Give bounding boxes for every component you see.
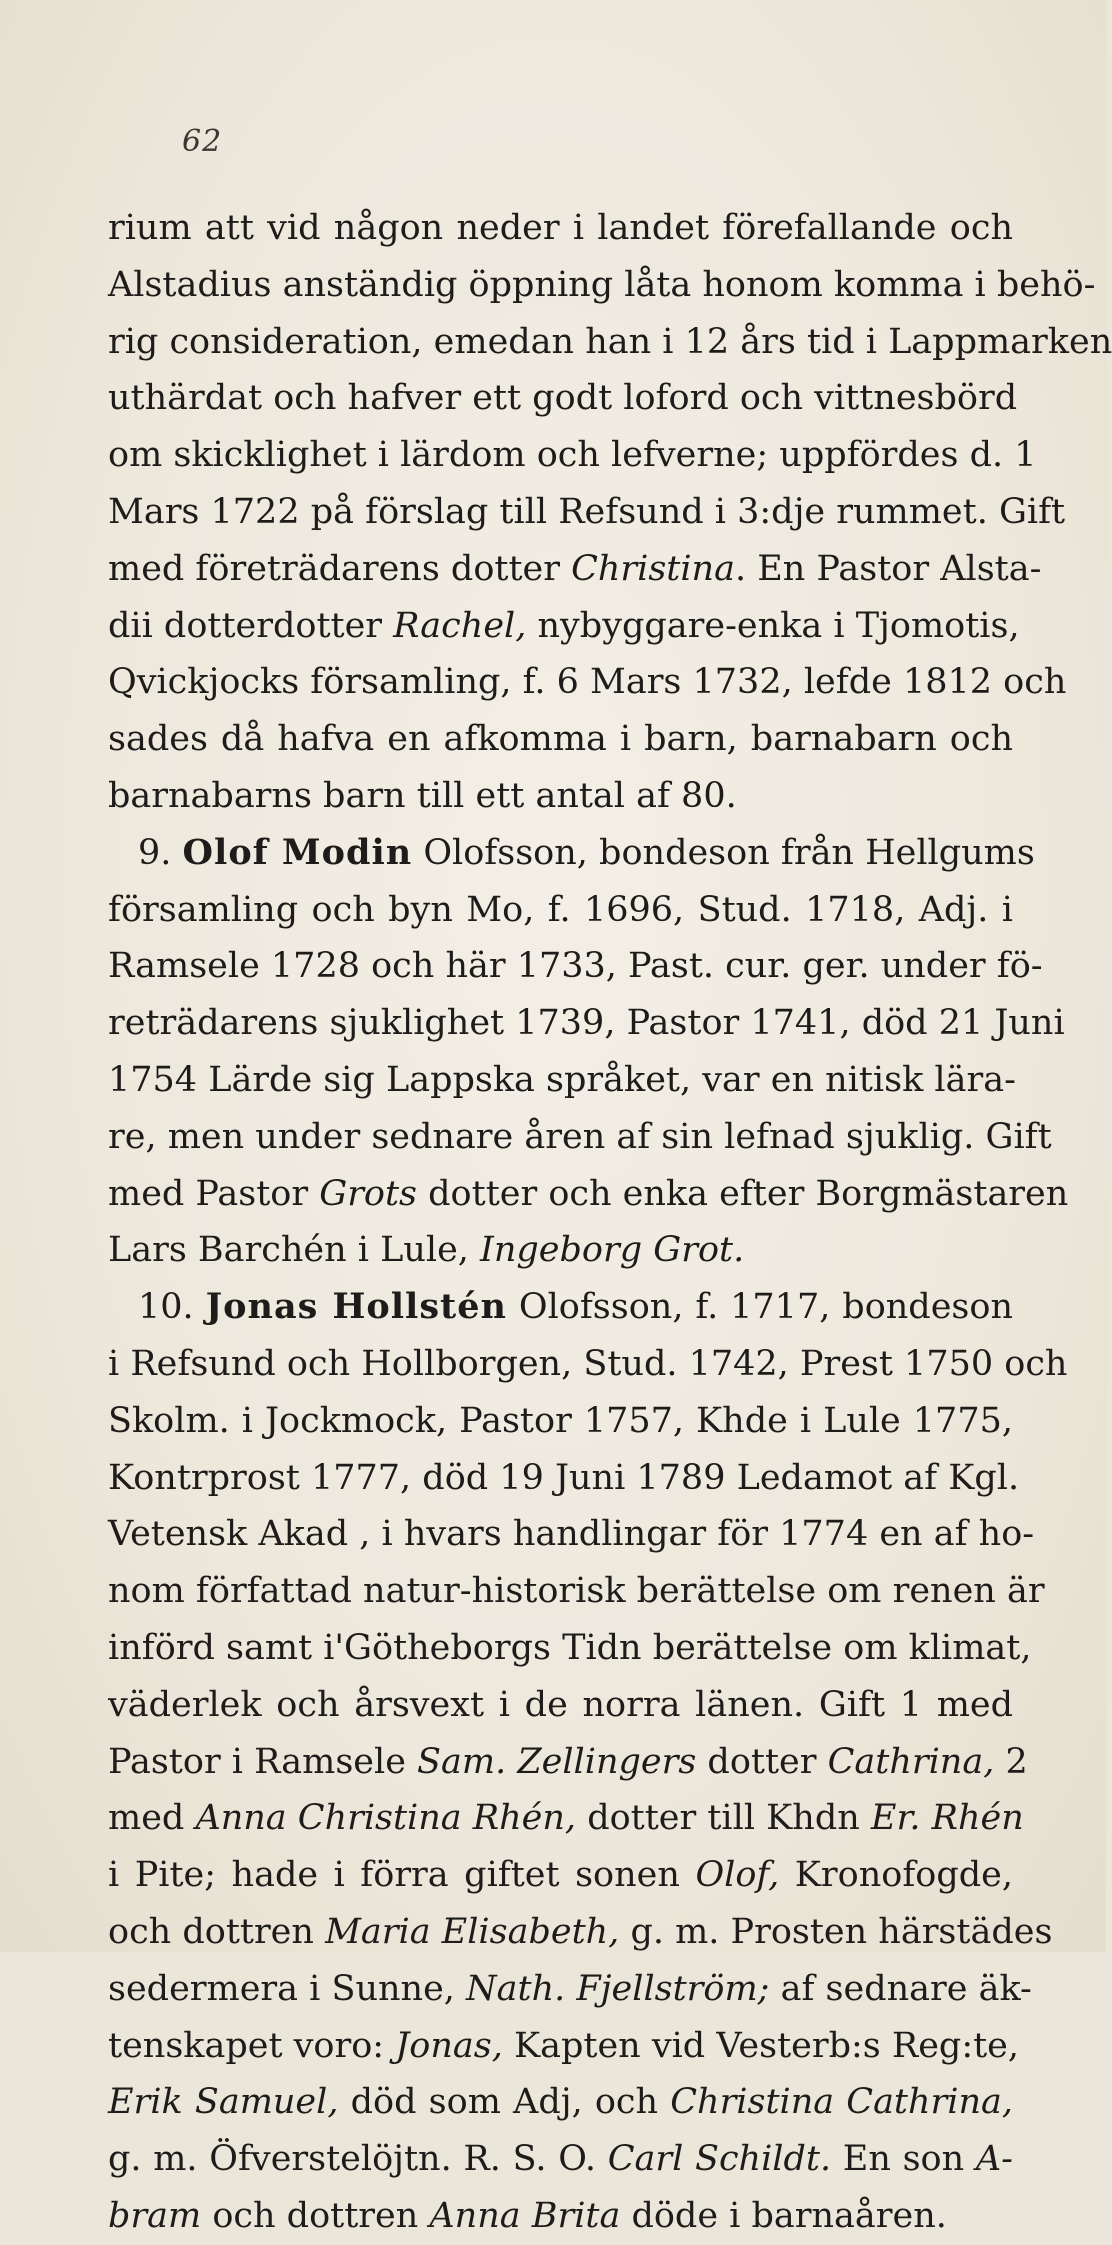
text-line [108, 1904, 1053, 1961]
text-run: väderlek och årsvext i de norra länen. Gift 1 med [108, 1684, 1013, 1725]
italic-name-run: Rachel, [393, 605, 527, 646]
text-line [108, 1109, 1052, 1166]
text-line [108, 598, 1020, 655]
italic-name-run: Christina [571, 548, 735, 589]
text-line [108, 1450, 1020, 1507]
text-run: tenskapet voro: [108, 2025, 396, 2066]
text-line [108, 654, 1067, 711]
text-line [108, 370, 1018, 427]
text-line [108, 1166, 1069, 1223]
text-line [108, 1961, 1032, 2018]
italic-name-run: Erik Samuel, [108, 2082, 339, 2123]
text-run: döde i barnaåren. [620, 2195, 947, 2236]
text-run: 10. [138, 1287, 206, 1328]
text-line [108, 200, 1013, 257]
italic-name-run: Grots [319, 1173, 418, 1214]
text-run: och dottren [201, 2195, 430, 2236]
text-run: nybyggare-enka i Tjomotis, [526, 605, 1020, 646]
text-run: församling och byn Mo, f. 1696, Stud. 1718, Adj. i [108, 889, 1013, 930]
text-run: död som Adj, och [338, 2082, 671, 2123]
text-line [108, 484, 1066, 541]
text-run: . En Pastor Alsta- [734, 548, 1042, 589]
text-run: dii dotterdotter [108, 605, 394, 646]
text-line [108, 711, 1013, 768]
text-run: rig consideration, emedan han i 12 års tid i Lappmarken [108, 321, 1112, 362]
text-run: dotter till Khdn [576, 1798, 871, 1839]
text-run: Pastor i Ramsele [108, 1741, 418, 1782]
text-line [108, 541, 1042, 598]
text-line [108, 2131, 1013, 2188]
text-run: rium att vid någon neder i landet förefallande och [108, 208, 1013, 248]
text-run: Qvickjocks församling, f. 6 Mars 1732, lefde 1812 och [108, 662, 1067, 703]
text-line [108, 768, 1013, 825]
text-line [108, 1506, 1035, 1563]
italic-name-run: Carl Schildt. [607, 2139, 832, 2180]
text-run: Vetensk Akad , i hvars handlingar för 1774 en af ho- [108, 1514, 1035, 1555]
text-run: och dottren [108, 1911, 326, 1952]
text-run: Mars 1722 på förslag till Refsund i 3:dje rummet. Gift [108, 491, 1066, 532]
entry-name-heading: Olof Modin [182, 831, 413, 873]
text-run: i Pite; hade i förra giftet sonen [108, 1855, 696, 1896]
text-line [108, 1847, 1013, 1904]
text-line [108, 1734, 1028, 1791]
page-number: 62 [182, 124, 223, 159]
text-run: 2 [994, 1741, 1028, 1782]
italic-name-run: bram [108, 2195, 202, 2236]
text-line [108, 1677, 1013, 1734]
text-line [108, 2188, 1013, 2245]
text-run: barnabarns barn till ett antal af 80. [108, 775, 737, 816]
italic-name-run: Jonas, [395, 2025, 503, 2066]
body-text [108, 200, 1112, 2245]
text-run: Kapten vid Vesterb:s Reg:te, [502, 2025, 1020, 2066]
italic-name-run: Ingeborg Grot. [480, 1230, 745, 1271]
text-run: En son [831, 2139, 976, 2180]
text-run: sades då hafva en afkomma i barn, barnabarn och [108, 719, 1013, 760]
italic-name-run: Sam. Zellingers [417, 1741, 697, 1782]
italic-name-run: Christina Cathrina, [670, 2082, 1013, 2123]
text-line [108, 1336, 1068, 1393]
text-line [108, 1620, 1032, 1677]
text-line [108, 882, 1013, 939]
text-run: re, men under sednare åren af sin lefnad sjuklig. Gift [108, 1116, 1052, 1157]
text-run: med Pastor [108, 1173, 320, 1214]
text-line [108, 1563, 1045, 1620]
text-line [108, 995, 1065, 1052]
text-line [108, 2018, 1020, 2075]
text-line [108, 257, 1096, 314]
text-run: Ramsele 1728 och här 1733, Past. cur. ger. under fö- [108, 946, 1043, 987]
italic-name-run: Anna Brita [429, 2195, 621, 2236]
text-line [108, 938, 1043, 995]
text-run: sedermera i Sunne, [108, 1968, 467, 2009]
text-run: nom författad natur-historisk berättelse om renen är [108, 1571, 1045, 1612]
text-run: 1754 Lärde sig Lappska språket, var en nitisk lära- [108, 1059, 1016, 1100]
italic-name-run: Maria Elisabeth, [325, 1911, 620, 1952]
italic-name-run: Cathrina, [827, 1741, 995, 1782]
text-line [108, 1393, 1013, 1450]
text-run: 9. [138, 832, 183, 873]
italic-name-run: Anna Christina Rhén, [195, 1798, 577, 1839]
text-line [108, 1279, 1013, 1336]
text-run: om skicklighet i lärdom och lefverne; uppfördes d. 1 [108, 435, 1037, 476]
text-run: införd samt i'Götheborgs Tidn berättelse om klimat, [108, 1627, 1032, 1668]
text-line [108, 1790, 1024, 1847]
text-run: g. m. Prosten härstädes [619, 1911, 1053, 1952]
text-line [108, 314, 1112, 371]
text-run: g. m. Öfverstelöjtn. R. S. O. [108, 2139, 608, 2180]
text-run: dotter och enka efter Borgmästaren [417, 1173, 1069, 1214]
italic-name-run: A- [975, 2139, 1013, 2180]
italic-name-run: Er. Rhén [870, 1798, 1024, 1839]
italic-name-run: Olof, [695, 1855, 780, 1896]
text-run: Alstadius anständig öppning låta honom komma i behö- [108, 264, 1096, 305]
text-run: Kronofogde, [779, 1855, 1013, 1896]
text-run: uthärdat och hafver ett godt loford och vittnesbörd [108, 378, 1018, 419]
text-line [108, 1222, 1013, 1279]
text-run: Olofsson, f. 1717, bondeson [506, 1287, 1013, 1328]
text-run: af sednare äk- [769, 1968, 1032, 2009]
entry-name-heading: Jonas Hollstén [205, 1286, 507, 1328]
text-line [108, 2074, 1013, 2131]
italic-name-run: Nath. Fjellström; [466, 1968, 770, 2009]
text-run: med företrädarens dotter [108, 548, 572, 589]
text-line [108, 1052, 1016, 1109]
text-line [108, 427, 1037, 484]
text-run: reträdarens sjuklighet 1739, Pastor 1741, död 21 Juni [108, 1003, 1065, 1044]
text-run: Kontrprost 1777, död 19 Juni 1789 Ledamot af Kgl. [108, 1457, 1020, 1498]
text-run: med [108, 1798, 196, 1839]
text-line [108, 825, 1035, 882]
text-run: Skolm. i Jockmock, Pastor 1757, Khde i Lule 1775, [108, 1400, 1013, 1441]
text-run: Lars Barchén i Lule, [108, 1230, 481, 1271]
text-run: dotter [696, 1741, 828, 1782]
text-run: Olofsson, bondeson från Hellgums [412, 832, 1035, 873]
text-run: i Refsund och Hollborgen, Stud. 1742, Prest 1750 och [108, 1343, 1068, 1384]
